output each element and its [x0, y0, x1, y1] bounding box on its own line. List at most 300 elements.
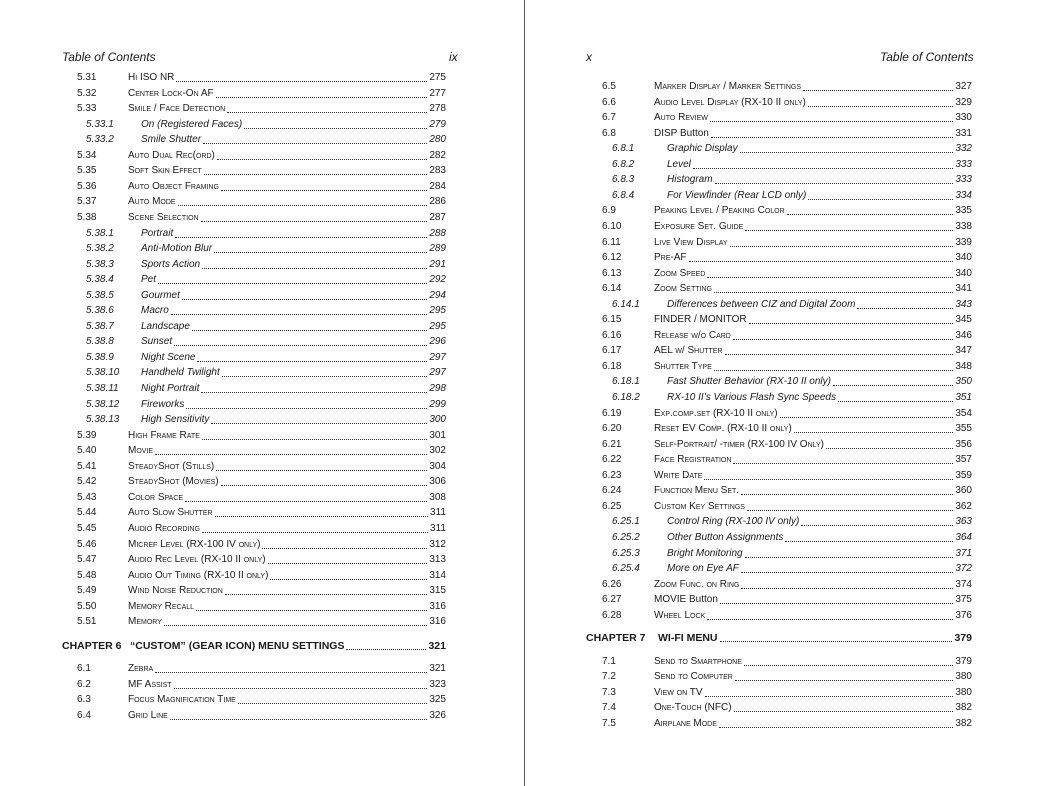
toc-number: 6.25.2 — [612, 531, 640, 543]
toc-entry[interactable] — [77, 164, 446, 178]
toc-entry[interactable] — [602, 407, 972, 421]
toc-number: 5.33 — [77, 103, 97, 115]
toc-page-number: 288 — [429, 227, 446, 239]
toc-number: 6.18 — [602, 360, 622, 372]
toc-entry[interactable] — [602, 282, 972, 296]
toc-page-number: 382 — [955, 702, 972, 714]
toc-page-number: 304 — [429, 460, 446, 472]
toc-page-number: 283 — [429, 165, 446, 177]
toc-entry[interactable] — [602, 469, 972, 483]
toc-title: Sports Action — [141, 258, 201, 270]
toc-entry[interactable] — [77, 522, 446, 536]
toc-entry[interactable] — [602, 701, 972, 715]
toc-entry[interactable] — [77, 600, 446, 614]
toc-title: Auto Dual Rec(ord) — [128, 149, 215, 161]
toc-title: Color Space — [128, 491, 184, 503]
toc-number: 5.46 — [77, 538, 97, 550]
dot-leader — [720, 603, 953, 604]
toc-page-number: 284 — [429, 180, 446, 192]
toc-entry[interactable] — [86, 258, 446, 272]
toc-number: 5.35 — [77, 165, 97, 177]
toc-entry[interactable] — [77, 71, 446, 85]
dot-leader — [201, 392, 427, 393]
toc-title: Face Registration — [654, 454, 732, 466]
toc-title: Audio Level Display (RX-10 II only) — [654, 96, 806, 108]
toc-title: Wind Noise Reduction — [128, 585, 223, 597]
toc-title: Shutter Type — [654, 360, 712, 372]
toc-number: 5.33.1 — [86, 118, 114, 130]
toc-entry[interactable] — [602, 438, 972, 452]
toc-page-number: 339 — [955, 236, 972, 248]
toc-number: 5.50 — [77, 600, 97, 612]
toc-entry[interactable] — [602, 80, 972, 94]
right-page — [526, 0, 1051, 786]
toc-entry[interactable] — [77, 102, 446, 116]
toc-number: 6.16 — [602, 329, 622, 341]
toc-page-number: 380 — [955, 686, 972, 698]
toc-title: Landscape — [141, 320, 190, 332]
toc-chapter-entry[interactable] — [62, 639, 446, 653]
dot-leader — [719, 727, 953, 728]
toc-title: Fast Shutter Behavior (RX-10 II only) — [667, 376, 831, 388]
toc-entry[interactable] — [77, 538, 446, 552]
toc-title: Portrait — [141, 227, 174, 239]
toc-title: Night Scene — [141, 351, 196, 363]
toc-entry[interactable] — [86, 118, 446, 132]
toc-entry[interactable] — [86, 398, 446, 412]
toc-page-number: 356 — [955, 438, 972, 450]
toc-title: Auto Review — [654, 112, 708, 124]
toc-title: High Frame Rate — [128, 429, 200, 441]
toc-page-number: 340 — [955, 267, 972, 279]
toc-entry[interactable] — [612, 562, 972, 576]
toc-entry[interactable] — [77, 195, 446, 209]
dot-leader — [171, 314, 428, 315]
toc-page-number: 291 — [429, 258, 446, 270]
toc-number: 6.19 — [602, 407, 622, 419]
dot-leader — [270, 579, 427, 580]
dot-leader — [197, 361, 427, 362]
toc-title: High Sensitivity — [141, 414, 210, 426]
toc-entry[interactable] — [602, 670, 972, 684]
dot-leader — [346, 649, 426, 650]
toc-entry[interactable] — [612, 515, 972, 529]
toc-entry[interactable] — [86, 366, 446, 380]
toc-entry[interactable] — [86, 304, 446, 318]
dot-leader — [711, 137, 953, 138]
toc-title: Memory — [128, 616, 162, 628]
toc-entry[interactable] — [602, 96, 972, 110]
toc-title: Reset EV Comp. (RX-10 II only) — [654, 423, 792, 435]
toc-page-number: 379 — [955, 655, 972, 667]
toc-page-number: 302 — [429, 445, 446, 457]
toc-title: Differences between CIZ and Digital Zoom — [667, 298, 856, 310]
toc-entry[interactable] — [602, 500, 972, 514]
dot-leader — [780, 417, 954, 418]
toc-number: 5.49 — [77, 585, 97, 597]
toc-title: MF Assist — [128, 678, 172, 690]
dot-leader — [785, 541, 953, 542]
dot-leader — [202, 439, 427, 440]
toc-entry[interactable] — [602, 267, 972, 281]
toc-page-number: 379 — [954, 632, 972, 645]
dot-leader — [733, 339, 953, 340]
toc-page-number: 360 — [955, 485, 972, 497]
dot-leader — [838, 401, 953, 402]
toc-entry[interactable] — [602, 251, 972, 265]
dot-leader — [707, 277, 953, 278]
toc-page-number: 314 — [429, 569, 446, 581]
toc-entry[interactable] — [602, 127, 972, 141]
dot-leader — [808, 199, 953, 200]
toc-title: Zebra — [128, 663, 154, 675]
dot-leader — [182, 299, 427, 300]
toc-entry[interactable] — [86, 413, 446, 427]
toc-entry[interactable] — [77, 506, 446, 520]
dot-leader — [227, 112, 427, 113]
toc-number: 6.14 — [602, 283, 622, 295]
dot-leader — [734, 711, 954, 712]
toc-number: 5.39 — [77, 429, 97, 441]
toc-title: RX-10 II’s Various Flash Sync Speeds — [667, 392, 836, 403]
toc-number: 5.38.11 — [86, 383, 119, 394]
toc-entry[interactable] — [612, 189, 972, 203]
header-title: Table of Contents — [62, 50, 156, 64]
toc-entry[interactable] — [77, 475, 446, 489]
toc-entry[interactable] — [602, 422, 972, 436]
toc-page-number: 280 — [429, 134, 446, 146]
dot-leader — [174, 345, 427, 346]
toc-entry[interactable] — [77, 87, 446, 101]
toc-title: Other Button Assignments — [667, 531, 784, 543]
toc-entry[interactable] — [77, 429, 446, 443]
toc-number: 5.33.2 — [86, 134, 114, 146]
toc-page-number: 301 — [429, 429, 446, 441]
toc-number: 5.38.6 — [86, 305, 114, 317]
toc-page-number: 278 — [429, 103, 446, 115]
toc-title: Zoom Setting — [654, 283, 712, 295]
toc-title: More on Eye AF — [667, 563, 739, 575]
toc-number: 5.38.12 — [86, 398, 120, 410]
dot-leader — [741, 572, 953, 573]
toc-title: Peaking Level / Peaking Color — [654, 205, 785, 217]
dot-leader — [174, 688, 428, 689]
toc-entry[interactable] — [602, 484, 972, 498]
dot-leader — [217, 159, 427, 160]
toc-title: Graphic Display — [667, 143, 738, 155]
toc-entry[interactable] — [602, 717, 972, 731]
toc-number: 5.51 — [77, 616, 97, 628]
toc-page-number: 338 — [955, 220, 972, 232]
toc-title: DISP Button — [654, 127, 709, 139]
toc-entry[interactable] — [602, 204, 972, 218]
toc-page-number: 316 — [429, 616, 446, 628]
dot-leader — [176, 81, 427, 82]
toc-title: FINDER / MONITOR — [654, 314, 747, 326]
toc-title: Movie — [128, 445, 154, 457]
toc-page-number: 351 — [955, 392, 972, 403]
toc-entry[interactable] — [77, 211, 446, 225]
toc-entry[interactable] — [86, 273, 446, 287]
toc-page-number: 296 — [429, 336, 446, 348]
toc-number: 6.21 — [602, 438, 622, 450]
toc-number: 6.18.1 — [612, 376, 640, 388]
toc-entry[interactable] — [77, 553, 446, 567]
toc-number: 6.14.1 — [612, 298, 640, 310]
toc-entry[interactable] — [77, 460, 446, 474]
toc-entry[interactable] — [612, 173, 972, 187]
toc-page-number: 325 — [429, 694, 446, 706]
toc-page-number: 308 — [429, 491, 446, 503]
toc-entry[interactable] — [77, 709, 446, 723]
toc-entry[interactable] — [602, 220, 972, 234]
toc-title: For Viewfinder (Rear LCD only) — [667, 189, 807, 201]
dot-leader — [733, 463, 953, 464]
toc-number: 5.34 — [77, 149, 97, 161]
dot-leader — [826, 448, 953, 449]
toc-page-number: 330 — [955, 112, 972, 124]
toc-entry[interactable] — [612, 142, 972, 156]
dot-leader — [202, 532, 428, 533]
toc-page-number: 326 — [429, 710, 446, 721]
toc-entry[interactable] — [77, 149, 446, 163]
toc-title: Airplane Mode — [654, 718, 717, 729]
toc-number: 5.37 — [77, 196, 97, 208]
toc-page-number: 335 — [955, 205, 972, 217]
toc-number: 6.9 — [602, 205, 616, 217]
toc-page-number: 333 — [955, 174, 972, 186]
toc-page-number: 295 — [429, 305, 446, 317]
toc-title: View on TV — [654, 686, 703, 698]
toc-entry[interactable] — [612, 158, 972, 172]
toc-entry[interactable] — [602, 686, 972, 700]
toc-entry[interactable] — [86, 335, 446, 349]
toc-number: 6.12 — [602, 252, 622, 264]
toc-title: Pre-AF — [654, 252, 687, 264]
toc-page-number: 357 — [955, 454, 972, 466]
dot-leader — [803, 90, 953, 91]
dot-leader — [244, 128, 427, 129]
toc-title: Auto Mode — [128, 196, 176, 208]
dot-leader — [747, 510, 953, 511]
toc-page-number: 315 — [429, 585, 446, 597]
toc-entry[interactable] — [77, 615, 446, 629]
dot-leader — [175, 237, 427, 238]
toc-page-number: 341 — [955, 283, 972, 295]
toc-number: 5.43 — [77, 491, 97, 503]
toc-page-number: 286 — [429, 196, 446, 208]
dot-leader — [745, 557, 954, 558]
dot-leader — [268, 563, 428, 564]
dot-leader — [192, 330, 427, 331]
toc-number: 5.47 — [77, 554, 97, 566]
toc-entry[interactable] — [602, 360, 972, 374]
dot-leader — [164, 625, 427, 626]
toc-title: Exp.comp.set (RX-10 II only) — [654, 407, 778, 419]
header-title: Table of Contents — [880, 50, 974, 64]
toc-number: 5.32 — [77, 87, 97, 99]
toc-entry[interactable] — [612, 531, 972, 545]
toc-number: 5.38.7 — [86, 320, 114, 332]
toc-number: 6.11 — [602, 236, 621, 248]
toc-page-number: 350 — [955, 376, 972, 388]
toc-title: Control Ring (RX-100 IV only) — [667, 516, 800, 528]
toc-number: 5.38.8 — [86, 336, 114, 348]
toc-page-number: 300 — [429, 414, 446, 426]
toc-entry[interactable] — [602, 111, 972, 125]
toc-entry[interactable] — [77, 491, 446, 505]
toc-entry[interactable] — [612, 547, 972, 561]
dot-leader — [787, 214, 954, 215]
toc-number: 5.38.13 — [86, 414, 120, 426]
toc-entry[interactable] — [602, 313, 972, 327]
toc-number: 5.40 — [77, 445, 97, 457]
toc-page-number: 329 — [955, 96, 972, 108]
toc-entry[interactable] — [77, 444, 446, 458]
toc-number: 6.17 — [602, 345, 622, 357]
dot-leader — [833, 385, 953, 386]
toc-page-number: 327 — [955, 81, 972, 92]
dot-leader — [715, 183, 954, 184]
toc-page-number: 364 — [955, 531, 972, 543]
toc-number: 6.8.2 — [612, 158, 635, 170]
toc-title: Memory Recall — [128, 600, 195, 612]
toc-title: Wheel Lock — [654, 609, 706, 621]
toc-page-number: 297 — [429, 351, 446, 363]
toc-page-number: 289 — [429, 243, 446, 255]
toc-page-number: 277 — [429, 87, 446, 99]
toc-entry[interactable] — [86, 289, 446, 303]
toc-entry[interactable] — [77, 569, 446, 583]
toc-chapter-entry[interactable] — [586, 631, 972, 645]
dot-leader — [225, 594, 428, 595]
toc-number: 6.20 — [602, 423, 622, 435]
dot-leader — [730, 246, 954, 247]
toc-entry[interactable] — [86, 382, 446, 396]
toc-number: 5.38.1 — [86, 227, 114, 239]
toc-entry[interactable] — [86, 242, 446, 256]
toc-title: SteadyShot (Stills) — [128, 460, 215, 472]
toc-number: 6.10 — [602, 220, 622, 232]
toc-entry[interactable] — [612, 298, 972, 312]
toc-title: Pet — [141, 274, 157, 286]
toc-number: 6.5 — [602, 81, 616, 92]
dot-leader — [720, 641, 953, 642]
toc-page-number: 282 — [429, 149, 446, 161]
toc-page-number: 348 — [955, 360, 972, 372]
toc-entry[interactable] — [77, 584, 446, 598]
dot-leader — [196, 610, 427, 611]
toc-number: 5.38.10 — [86, 367, 120, 379]
toc-title: Handheld Twilight — [141, 367, 220, 379]
toc-entry[interactable] — [602, 578, 972, 592]
toc-title: Audio Out Timing (RX-10 II only) — [128, 569, 269, 581]
toc-entry[interactable] — [602, 655, 972, 669]
header-page-number: x — [586, 50, 592, 64]
toc-title: Smile / Face Detection — [128, 103, 226, 115]
toc-number: 6.8.3 — [612, 174, 635, 186]
toc-entry[interactable] — [77, 180, 446, 194]
toc-title: Write Date — [654, 469, 703, 481]
toc-title: Custom Key Settings — [654, 500, 745, 512]
dot-leader — [714, 292, 953, 293]
dot-leader — [170, 719, 427, 720]
toc-number: 5.42 — [77, 476, 97, 488]
toc-title: Send to Computer — [654, 671, 733, 683]
dot-leader — [214, 252, 427, 253]
toc-entry[interactable] — [86, 133, 446, 147]
toc-entry[interactable] — [602, 593, 972, 607]
toc-entry[interactable] — [612, 391, 972, 405]
dot-leader — [216, 97, 428, 98]
toc-entry[interactable] — [602, 236, 972, 250]
toc-page-number: 275 — [429, 72, 446, 83]
toc-entry[interactable] — [612, 375, 972, 389]
toc-title: Sunset — [141, 336, 173, 348]
dot-leader — [203, 143, 427, 144]
toc-entry[interactable] — [77, 678, 446, 692]
toc-entry[interactable] — [602, 609, 972, 623]
toc-entry[interactable] — [86, 320, 446, 334]
dot-leader — [201, 221, 428, 222]
toc-entry[interactable] — [602, 329, 972, 343]
toc-title: Hi ISO NR — [128, 72, 175, 83]
toc-entry[interactable] — [77, 662, 446, 676]
toc-page-number: 312 — [429, 538, 446, 550]
dot-leader — [741, 588, 953, 589]
toc-page-number: 295 — [429, 320, 446, 332]
toc-page-number: 316 — [429, 600, 446, 612]
toc-page-number: 362 — [955, 500, 972, 512]
toc-title: MOVIE Button — [654, 594, 718, 606]
dot-leader — [741, 494, 953, 495]
toc-number: 7.3 — [602, 686, 616, 698]
toc-title: Audio Rec Level (RX-10 II only) — [128, 554, 266, 566]
toc-entry[interactable] — [602, 344, 972, 358]
toc-number: 5.44 — [77, 507, 97, 519]
toc-entry[interactable] — [86, 227, 446, 241]
dot-leader — [155, 454, 427, 455]
toc-page-number: 321 — [428, 639, 446, 652]
toc-title: Gourmet — [141, 289, 180, 301]
toc-title: Smile Shutter — [141, 134, 202, 146]
dot-leader — [740, 152, 954, 153]
dot-leader — [178, 205, 428, 206]
toc-title: Grid Line — [128, 710, 168, 721]
toc-title: Live View Display — [654, 236, 728, 248]
toc-entry[interactable] — [77, 693, 446, 707]
toc-title: Anti-Motion Blur — [141, 243, 213, 255]
toc-title: Night Portrait — [141, 383, 200, 394]
dot-leader — [735, 680, 953, 681]
dot-leader — [158, 283, 427, 284]
dot-leader — [808, 106, 953, 107]
toc-number: 6.8.1 — [612, 143, 635, 155]
toc-number: 6.28 — [602, 609, 622, 621]
toc-title: On (Registered Faces) — [141, 118, 243, 130]
toc-page-number: 340 — [955, 252, 972, 264]
toc-number: 6.25.1 — [612, 516, 640, 528]
toc-entry[interactable] — [602, 453, 972, 467]
toc-number: 5.38.4 — [86, 274, 114, 286]
toc-entry[interactable] — [86, 351, 446, 365]
toc-number: 7.5 — [602, 718, 616, 729]
dot-leader — [707, 619, 953, 620]
toc-number: 6.25 — [602, 500, 622, 512]
dot-leader — [749, 323, 954, 324]
toc-number: CHAPTER 7 — [586, 632, 646, 645]
toc-number: 6.8 — [602, 127, 616, 139]
